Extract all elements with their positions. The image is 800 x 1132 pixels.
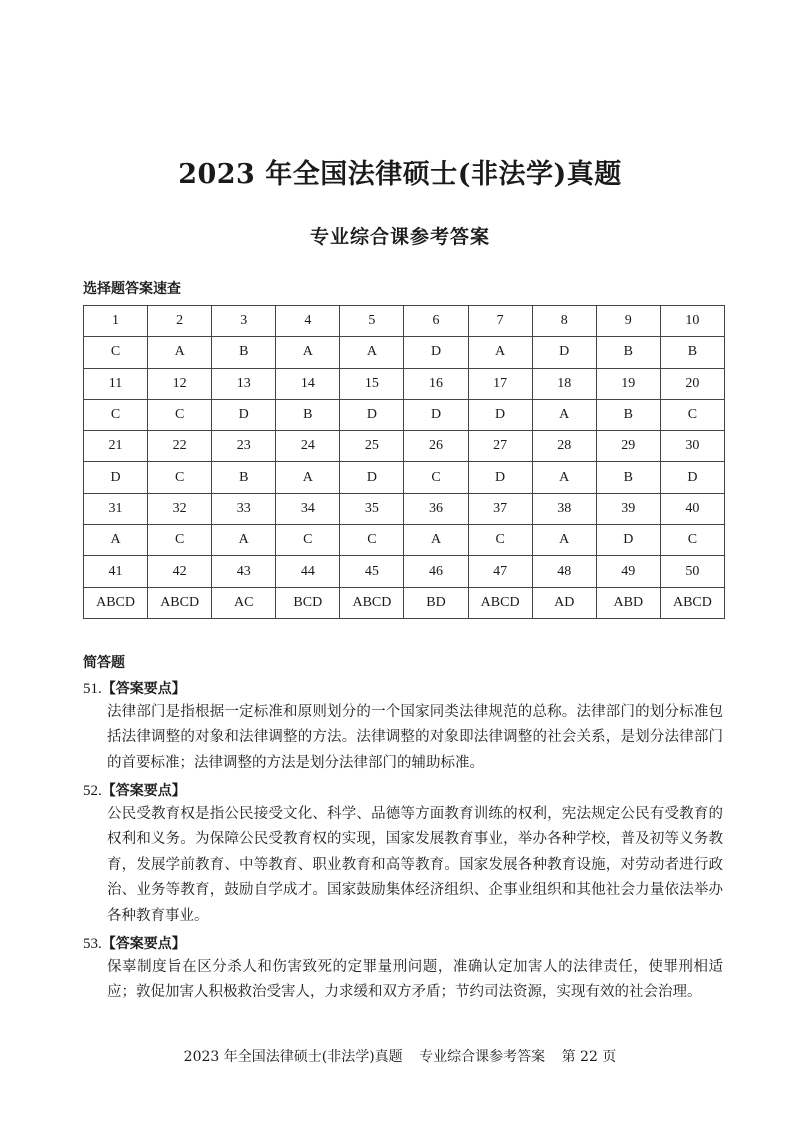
question-number-cell: 3 bbox=[212, 306, 276, 337]
answer-cell: A bbox=[276, 337, 340, 368]
question-number-cell: 33 bbox=[212, 493, 276, 524]
answer-cell: C bbox=[148, 525, 212, 556]
question-number-cell: 2 bbox=[148, 306, 212, 337]
answer-cell: C bbox=[340, 525, 404, 556]
question-number: 51. bbox=[83, 681, 102, 697]
question-53 bbox=[83, 933, 723, 1006]
question-number-cell: 7 bbox=[468, 306, 532, 337]
question-number-cell: 12 bbox=[148, 368, 212, 399]
answer-cell: A bbox=[532, 399, 596, 430]
answer-cell: C bbox=[660, 399, 724, 430]
question-answer-text: 法律部门是指根据一定标准和原则划分的一个国家同类法律规范的总称。法律部门的划分标准包括法律调整的对象和法律调整的方法。法律调整的对象即法律调整的社会关系，是划分法律部门的首要标准；法律调整的方法是划分法律部门的辅助标准。 bbox=[107, 704, 723, 771]
page-title: 2023 年全国法律硕士(非法学)真题 bbox=[178, 159, 622, 190]
answer-cell: ABCD bbox=[148, 587, 212, 618]
question-number-cell: 19 bbox=[596, 368, 660, 399]
question-number-cell: 28 bbox=[532, 431, 596, 462]
question-52 bbox=[83, 780, 723, 929]
question-number-cell: 48 bbox=[532, 556, 596, 587]
answer-cell: A bbox=[148, 337, 212, 368]
answer-row bbox=[84, 462, 725, 493]
answer-row bbox=[84, 525, 725, 556]
answer-cell: B bbox=[596, 399, 660, 430]
question-number-cell: 4 bbox=[276, 306, 340, 337]
question-number-cell: 17 bbox=[468, 368, 532, 399]
question-answer-text: 保辜制度旨在区分杀人和伤害致死的定罪量刑问题，准确认定加害人的法律责任，使罪刑相适应；敦促加害人积极救治受害人，力求缓和双方矛盾；节约司法资源，实现有效的社会治理。 bbox=[107, 959, 723, 1001]
question-number-cell: 20 bbox=[660, 368, 724, 399]
answer-cell: BCD bbox=[276, 587, 340, 618]
answer-cell: C bbox=[660, 525, 724, 556]
question-number-cell: 31 bbox=[84, 493, 148, 524]
question-number-cell: 16 bbox=[404, 368, 468, 399]
answer-label: 【答案要点】 bbox=[101, 681, 186, 697]
answer-cell: ABCD bbox=[340, 587, 404, 618]
question-number-cell: 29 bbox=[596, 431, 660, 462]
answer-cell: C bbox=[84, 399, 148, 430]
question-number-row bbox=[84, 493, 725, 524]
answer-row bbox=[84, 587, 725, 618]
question-number-cell: 44 bbox=[276, 556, 340, 587]
answer-cell: ABCD bbox=[84, 587, 148, 618]
question-number-cell: 18 bbox=[532, 368, 596, 399]
answer-cell: A bbox=[84, 525, 148, 556]
answer-cell: C bbox=[468, 525, 532, 556]
answer-cell: A bbox=[404, 525, 468, 556]
question-number-row bbox=[84, 556, 725, 587]
answer-table bbox=[83, 305, 725, 619]
question-number-cell: 23 bbox=[212, 431, 276, 462]
answer-cell: ABD bbox=[596, 587, 660, 618]
page-subtitle: 专业综合课参考答案 bbox=[309, 226, 490, 248]
question-number-cell: 34 bbox=[276, 493, 340, 524]
answer-cell: B bbox=[596, 337, 660, 368]
answer-cell: B bbox=[212, 462, 276, 493]
answer-cell: D bbox=[596, 525, 660, 556]
answer-row bbox=[84, 337, 725, 368]
answer-cell: D bbox=[84, 462, 148, 493]
question-number-cell: 35 bbox=[340, 493, 404, 524]
question-number-cell: 40 bbox=[660, 493, 724, 524]
question-number-cell: 14 bbox=[276, 368, 340, 399]
question-number-cell: 46 bbox=[404, 556, 468, 587]
question-number-cell: 22 bbox=[148, 431, 212, 462]
answer-cell: D bbox=[404, 337, 468, 368]
footer-subject: 专业综合课参考答案 bbox=[419, 1049, 546, 1065]
question-answer-text: 公民受教育权是指公民接受文化、科学、品德等方面教育训练的权利，宪法规定公民有受教育的权利和义务。为保障公民受教育权的实现，国家发展教育事业，举办各种学校，普及初等义务教育，发展学前教育、中等教育、职业教育和高等教育。国家发展各种教育设施，对劳动者进行政治、业务等教育，鼓励自学成才。国家鼓励集体经济组织、企事业组织和其他社会力量依法举办各种教育事业。 bbox=[107, 806, 723, 924]
answer-cell: C bbox=[276, 525, 340, 556]
question-number-row bbox=[84, 431, 725, 462]
question-number-cell: 32 bbox=[148, 493, 212, 524]
answer-cell: B bbox=[276, 399, 340, 430]
answer-label: 【答案要点】 bbox=[101, 936, 186, 952]
question-number-cell: 9 bbox=[596, 306, 660, 337]
question-number-cell: 37 bbox=[468, 493, 532, 524]
question-number-row bbox=[84, 368, 725, 399]
answer-cell: C bbox=[404, 462, 468, 493]
question-number-cell: 43 bbox=[212, 556, 276, 587]
question-number-cell: 49 bbox=[596, 556, 660, 587]
answer-cell: ABCD bbox=[468, 587, 532, 618]
question-number-cell: 21 bbox=[84, 431, 148, 462]
question-number: 53. bbox=[83, 936, 102, 952]
question-number-cell: 15 bbox=[340, 368, 404, 399]
answer-cell: D bbox=[532, 337, 596, 368]
answer-cell: BD bbox=[404, 587, 468, 618]
answer-cell: D bbox=[340, 462, 404, 493]
answer-cell: A bbox=[212, 525, 276, 556]
question-number-cell: 27 bbox=[468, 431, 532, 462]
page-footer bbox=[0, 1046, 800, 1066]
question-51 bbox=[83, 678, 723, 776]
question-number-cell: 11 bbox=[84, 368, 148, 399]
question-number-cell: 1 bbox=[84, 306, 148, 337]
footer-page-number: 第 22 页 bbox=[561, 1049, 617, 1065]
answer-cell: D bbox=[212, 399, 276, 430]
answer-cell: B bbox=[660, 337, 724, 368]
question-number-cell: 26 bbox=[404, 431, 468, 462]
question-head bbox=[83, 780, 723, 802]
answer-cell: A bbox=[532, 525, 596, 556]
answer-row bbox=[84, 399, 725, 430]
answer-cell: D bbox=[468, 399, 532, 430]
answer-cell: AC bbox=[212, 587, 276, 618]
question-number-row bbox=[84, 306, 725, 337]
table-heading: 选择题答案速查 bbox=[83, 281, 181, 297]
question-number-cell: 42 bbox=[148, 556, 212, 587]
answer-cell: C bbox=[148, 462, 212, 493]
answer-cell: A bbox=[276, 462, 340, 493]
question-number-cell: 24 bbox=[276, 431, 340, 462]
question-head bbox=[83, 678, 723, 700]
footer-exam: 2023 年全国法律硕士(非法学)真题 bbox=[183, 1049, 403, 1065]
answer-cell: A bbox=[468, 337, 532, 368]
question-head bbox=[83, 933, 723, 955]
question-number-cell: 39 bbox=[596, 493, 660, 524]
answer-cell: B bbox=[596, 462, 660, 493]
question-number-cell: 13 bbox=[212, 368, 276, 399]
question-number: 52. bbox=[83, 783, 102, 799]
answer-cell: D bbox=[340, 399, 404, 430]
answer-cell: C bbox=[148, 399, 212, 430]
question-number-cell: 50 bbox=[660, 556, 724, 587]
question-number-cell: 5 bbox=[340, 306, 404, 337]
question-number-cell: 41 bbox=[84, 556, 148, 587]
answer-cell: A bbox=[340, 337, 404, 368]
answer-label: 【答案要点】 bbox=[101, 783, 186, 799]
question-number-cell: 6 bbox=[404, 306, 468, 337]
question-number-cell: 25 bbox=[340, 431, 404, 462]
question-number-cell: 36 bbox=[404, 493, 468, 524]
answer-cell: D bbox=[468, 462, 532, 493]
answer-cell: D bbox=[404, 399, 468, 430]
answer-cell: B bbox=[212, 337, 276, 368]
answer-cell: AD bbox=[532, 587, 596, 618]
section-heading: 简答题 bbox=[83, 655, 125, 671]
question-number-cell: 47 bbox=[468, 556, 532, 587]
answer-cell: C bbox=[84, 337, 148, 368]
question-number-cell: 45 bbox=[340, 556, 404, 587]
answer-cell: ABCD bbox=[660, 587, 724, 618]
question-number-cell: 38 bbox=[532, 493, 596, 524]
answer-cell: A bbox=[532, 462, 596, 493]
answer-cell: D bbox=[660, 462, 724, 493]
question-number-cell: 10 bbox=[660, 306, 724, 337]
question-number-cell: 8 bbox=[532, 306, 596, 337]
question-number-cell: 30 bbox=[660, 431, 724, 462]
